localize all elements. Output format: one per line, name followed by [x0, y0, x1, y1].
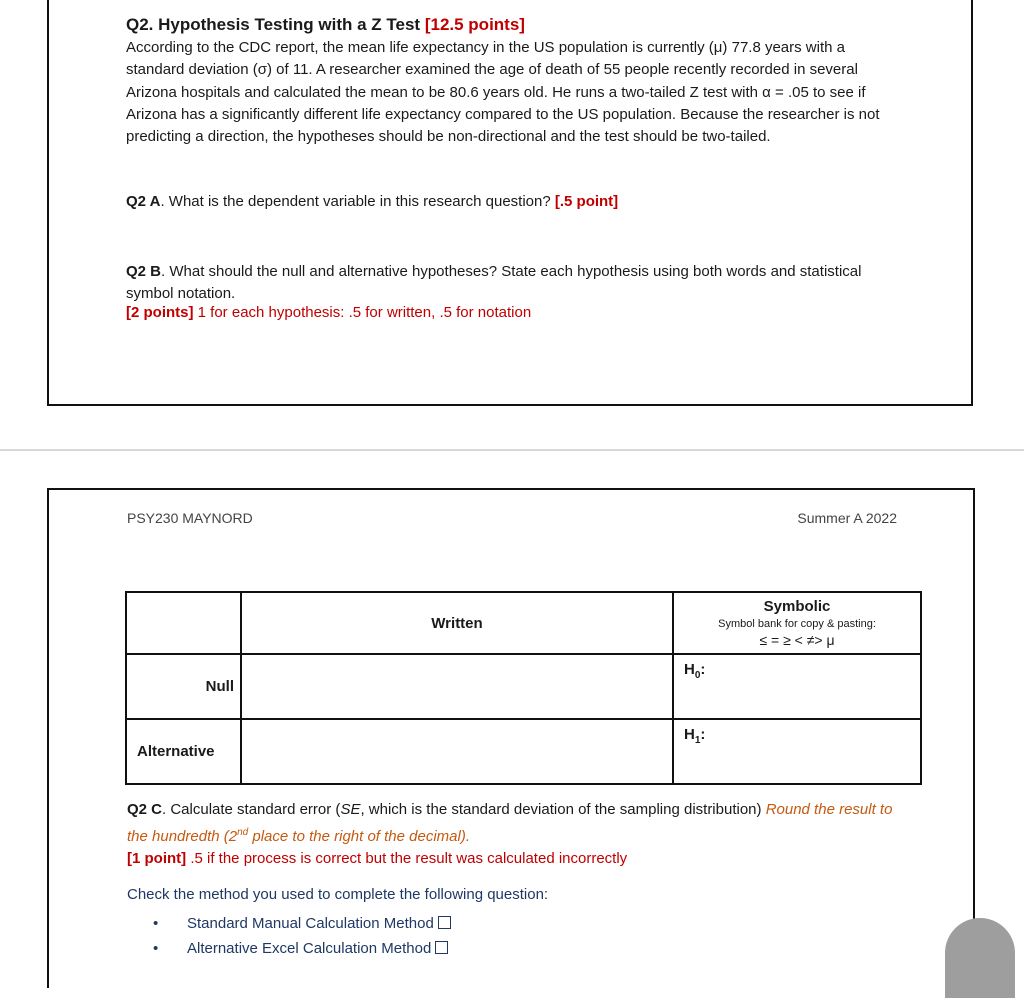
term-header: Summer A 2022 — [797, 510, 897, 526]
null-written-cell[interactable] — [241, 654, 673, 719]
method-option-label: Alternative Excel Calculation Method — [187, 940, 432, 957]
q2b-points-label: [2 points] — [126, 304, 194, 321]
alternative-label: Alternative — [126, 719, 241, 784]
method-option-excel — [153, 936, 451, 961]
method-prompt: Check the method you used to complete the following question: — [127, 886, 549, 903]
q2a-points: [.5 point] — [554, 193, 619, 210]
h1-subscript: 1 — [694, 735, 701, 746]
method-options — [153, 911, 451, 961]
q2c-round-sup: nd — [237, 826, 249, 838]
h0-letter: H — [684, 661, 695, 678]
h1-letter: H — [684, 726, 695, 743]
symbolic-title: Symbolic — [763, 598, 831, 615]
q2-title — [126, 15, 525, 35]
method-option-manual — [153, 911, 451, 936]
bullet-icon: • — [153, 915, 159, 932]
q2c-question — [127, 799, 897, 871]
alternative-row — [126, 719, 921, 784]
method-option-label: Standard Manual Calculation Method — [187, 915, 434, 932]
q2c-points-label: [1 point] — [127, 850, 187, 867]
symbol-bank-label: Symbol bank for copy & pasting: — [718, 618, 876, 630]
table-corner-cell — [126, 592, 241, 654]
q2c-text-a: . Calculate standard error ( — [162, 801, 341, 818]
q2b-points — [126, 304, 531, 321]
page-divider — [0, 449, 1024, 451]
q2b-label: Q2 B — [126, 263, 162, 280]
q2a-label: Q2 A — [126, 193, 161, 210]
hypotheses-table — [125, 591, 922, 785]
checkbox-excel[interactable] — [435, 941, 448, 954]
q2c-round-b: place to the right of the decimal). — [248, 827, 471, 845]
q2b-text: . What should the null and alternative hypotheses? State each hypothesis using both words and statistical symbol notation. — [126, 263, 862, 303]
h0-colon: : — [700, 661, 706, 678]
q2c-label: Q2 C — [127, 801, 163, 818]
q2c-round-a: Round the result to the hundredth (2 — [127, 801, 893, 845]
null-label: Null — [126, 654, 241, 719]
course-header: PSY230 MAYNORD — [127, 510, 253, 526]
table-header-row — [126, 592, 921, 654]
scroll-button[interactable] — [945, 918, 1015, 998]
alternative-written-cell[interactable] — [241, 719, 673, 784]
q2a-text: . What is the dependent variable in this research question? — [160, 193, 551, 210]
checkbox-manual[interactable] — [438, 916, 451, 929]
q2c-points — [127, 850, 627, 867]
q2-intro: According to the CDC report, the mean life expectancy in the US population is currently (μ) 77.8 years with a standard deviation (σ) of 11. A researcher examined the age of death of 55 people recently recorded in several Arizona hospitals and calculated the mean to be 80.6 years old. He runs a two-tailed Z test with α = .05 to see if Arizona has a significantly different life expectancy compared to the US population. Because the researcher is not predicting a direction, the hypotheses should be non-directional and the test should be two-tailed. — [126, 39, 880, 146]
bullet-icon: • — [153, 940, 159, 957]
q2-title-text: Q2. Hypothesis Testing with a Z Test — [126, 15, 421, 34]
alternative-symbolic-cell[interactable] — [673, 719, 921, 784]
q2c-se: SE — [340, 801, 361, 818]
null-symbolic-cell[interactable] — [673, 654, 921, 719]
h1-colon: : — [700, 726, 706, 743]
q2b-points-note: 1 for each hypothesis: .5 for written, .5 for notation — [193, 304, 532, 321]
h0-subscript: 0 — [694, 670, 701, 681]
null-row — [126, 654, 921, 719]
q2-points: [12.5 points] — [424, 15, 525, 34]
q2c-points-note: .5 if the process is correct but the result was calculated incorrectly — [186, 850, 628, 867]
q2b-question — [126, 261, 896, 306]
q2c-text-b: , which is the standard deviation of the sampling distribution) — [360, 801, 766, 818]
symbolic-header — [673, 592, 921, 654]
symbol-bank: ≤ = ≥ < ≠> μ — [759, 632, 835, 648]
written-header: Written — [241, 592, 673, 654]
q2a-question — [126, 191, 896, 213]
page-2-block — [47, 488, 975, 988]
